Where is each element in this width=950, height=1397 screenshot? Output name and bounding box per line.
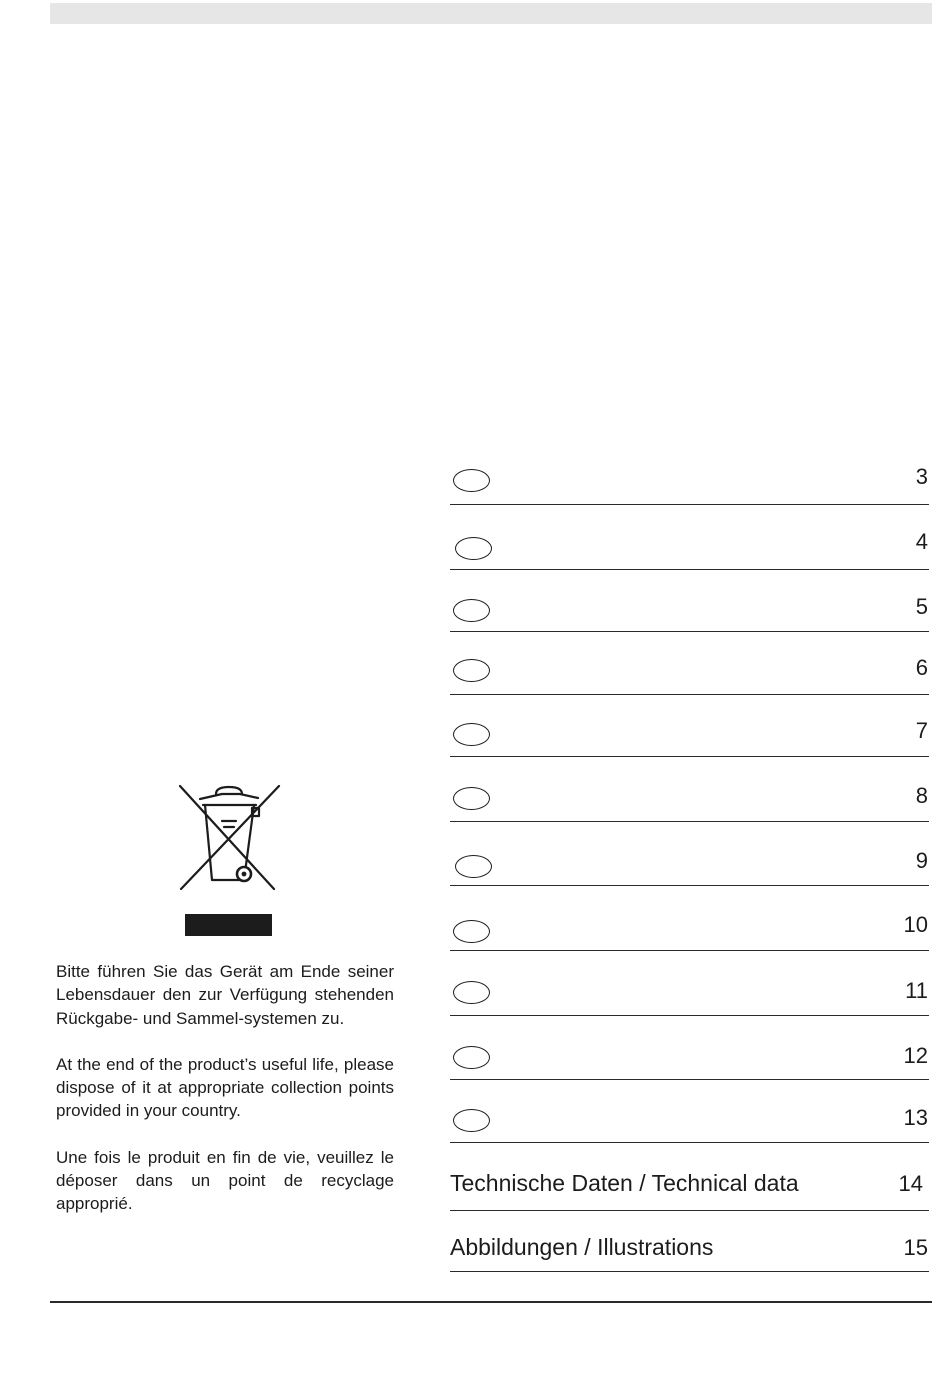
toc-row[interactable]	[450, 694, 929, 757]
language-flag-icon	[453, 981, 490, 1004]
toc-row[interactable]	[450, 1079, 929, 1143]
language-flag-icon	[453, 1109, 490, 1132]
toc-row[interactable]	[450, 1015, 929, 1080]
toc-row[interactable]	[450, 756, 929, 822]
footer-rule	[50, 1301, 932, 1303]
toc-row[interactable]	[450, 885, 929, 951]
toc-page-number: 15	[903, 1235, 928, 1260]
toc-row-illustrations[interactable]	[450, 1210, 929, 1272]
toc-page-number: 10	[903, 912, 928, 937]
language-flag-icon	[453, 599, 490, 622]
toc-label: Technische Daten / Technical data	[450, 1170, 799, 1196]
toc-label: Abbildungen / Illustrations	[450, 1234, 714, 1260]
language-flag-icon	[455, 537, 492, 560]
disposal-notes	[56, 960, 394, 1239]
crossed-out-wheelie-bin-icon	[176, 783, 282, 893]
language-flag-icon	[453, 469, 490, 492]
toc-row[interactable]	[450, 631, 929, 695]
language-flag-icon	[453, 787, 490, 810]
toc-page-number: 5	[915, 594, 928, 619]
toc-row[interactable]	[450, 821, 929, 886]
toc-page-number: 7	[915, 718, 928, 743]
language-flag-icon	[453, 723, 490, 746]
toc-page-number: 6	[915, 655, 928, 680]
disposal-note-french: Une fois le produit en fin de vie, veuillez le déposer dans un point de recyclage approprié.	[56, 1147, 394, 1214]
language-flag-icon	[455, 855, 492, 878]
toc-page-number: 13	[903, 1105, 928, 1130]
language-flag-icon	[453, 1046, 490, 1069]
header-bar	[50, 3, 932, 24]
toc-page-number: 14	[898, 1171, 923, 1196]
toc-row-technical-data[interactable]	[450, 1142, 929, 1211]
toc-page-number: 8	[915, 783, 928, 808]
toc-row[interactable]	[450, 450, 929, 505]
language-flag-icon	[453, 659, 490, 682]
toc-page-number: 3	[915, 464, 928, 489]
language-flag-icon	[453, 920, 490, 943]
disposal-note-german: Bitte führen Sie das Gerät am Ende seiner Lebensdauer den zur Verfügung stehenden Rückgabe- und Sammel-systemen zu.	[56, 962, 394, 1028]
toc-page-number: 12	[903, 1043, 928, 1068]
toc-row[interactable]	[450, 504, 929, 570]
toc-page-number: 11	[905, 978, 928, 1003]
disposal-note-english: At the end of the product’s useful life, please dispose of it at appropriate collection points provided in your country.	[56, 1054, 394, 1121]
weee-black-bar	[185, 914, 272, 936]
toc-page-number: 4	[915, 529, 928, 554]
toc-page-number: 9	[915, 848, 928, 873]
toc-row[interactable]	[450, 950, 929, 1016]
toc-row[interactable]	[450, 569, 929, 632]
